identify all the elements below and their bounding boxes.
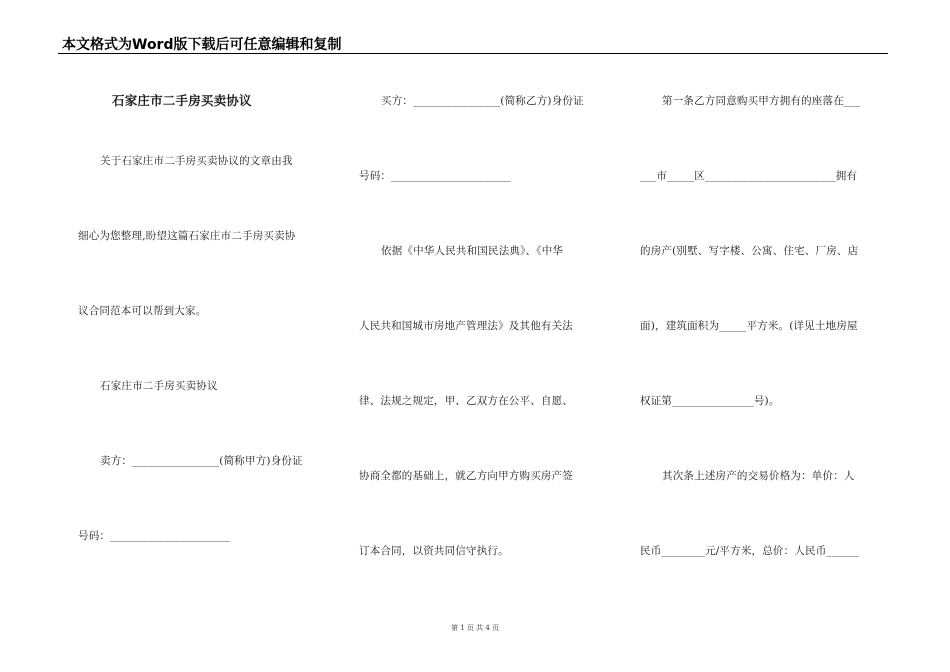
document-title: 石家庄市二手房买卖协议 xyxy=(112,93,252,108)
paragraph-line: 面)，建筑面积为_____平方米。(详见土地房屋 xyxy=(640,320,858,332)
paragraph-line: 人民共和国城市房地产管理法》及其他有关法 xyxy=(359,320,573,332)
paragraph-line: 细心为您整理,盼望这篇石家庄市二手房买卖协 xyxy=(78,230,296,242)
paragraph-line: 权证第_______________号)。 xyxy=(640,395,780,407)
paragraph-line: 号码：______________________ xyxy=(359,170,511,182)
paragraph-line: ___市_____区________________________拥有 xyxy=(640,170,858,182)
paragraph-line: 买方：________________(简称乙方)身份证 xyxy=(381,95,584,107)
paragraph-line: 议合同范本可以帮到大家。 xyxy=(78,305,207,317)
paragraph-line: 关于石家庄市二手房买卖协议的文章由我 xyxy=(100,155,293,167)
paragraph-line: 的房产(别墅、写字楼、公寓、住宅、厂房、店 xyxy=(640,245,859,257)
paragraph-line: 第一条乙方同意购买甲方拥有的座落在___ xyxy=(662,95,861,107)
paragraph-line: 协商全都的基础上，就乙方向甲方购买房产签 xyxy=(359,470,573,482)
paragraph-line: 依据《中华人民共和国民法典》、《中华 xyxy=(381,245,564,257)
paragraph-line: 号码：______________________ xyxy=(78,530,230,542)
section-heading: 石家庄市二手房买卖协议 xyxy=(100,380,218,392)
paragraph-line: 民币________元/平方米，总价：人民币______ xyxy=(640,545,860,557)
paragraph-line: 其次条上述房产的交易价格为：单价：人 xyxy=(662,470,855,482)
page-number: 第 1 页 共 4 页 xyxy=(450,624,500,632)
paragraph-line: 卖方：________________(简称甲方)身份证 xyxy=(100,455,303,467)
paragraph-line: 律、法规之规定，甲、乙双方在公平、自愿、 xyxy=(359,395,573,407)
header-divider xyxy=(58,53,888,54)
document-header: 本文格式为Word版下载后可任意编辑和复制 xyxy=(62,37,342,53)
paragraph-line: 订本合同，以资共同信守执行。 xyxy=(359,545,509,557)
